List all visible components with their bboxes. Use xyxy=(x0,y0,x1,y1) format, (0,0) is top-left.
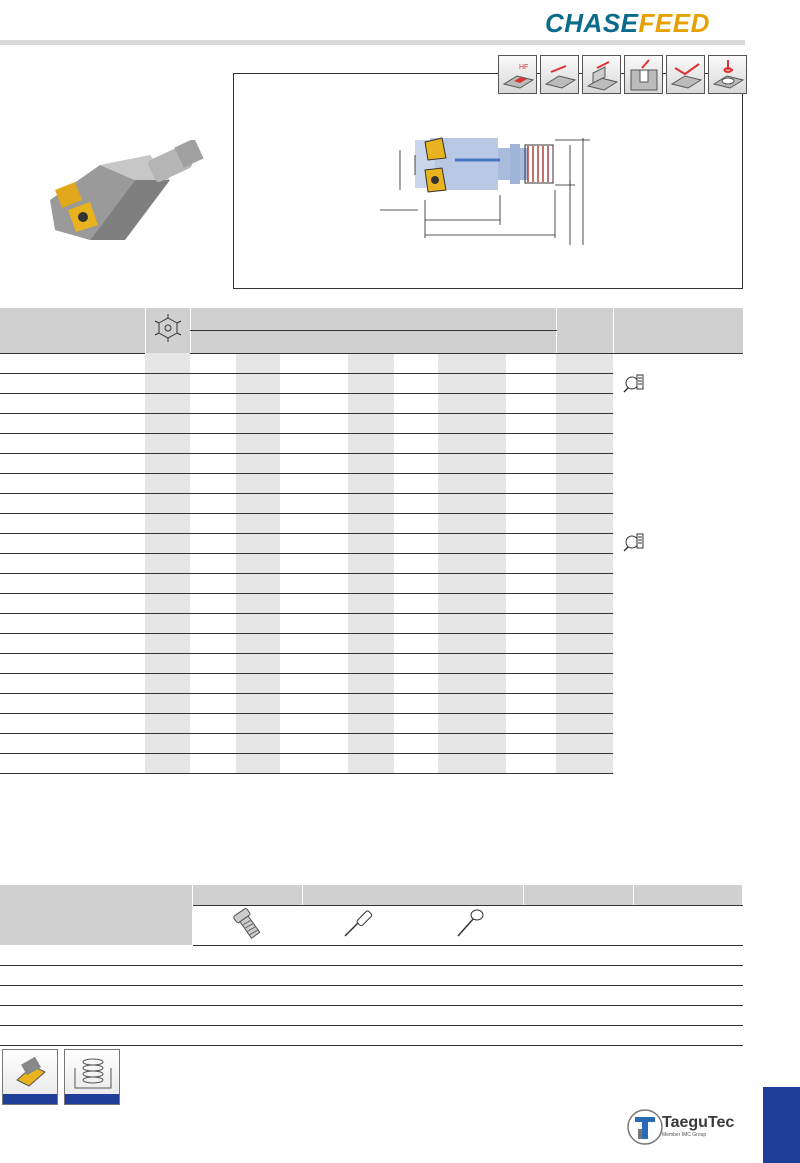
header-rule xyxy=(0,40,745,45)
cutter-specification-table xyxy=(0,308,743,774)
parts-header-row-1 xyxy=(0,885,743,905)
company-tagline: Member IMC Group xyxy=(662,1132,707,1138)
table-row xyxy=(0,513,743,533)
insert-reference-icon[interactable] xyxy=(2,1049,58,1105)
chasefeed-logo xyxy=(545,8,745,40)
face-milling-icon xyxy=(540,55,579,94)
t-key-icon xyxy=(448,906,488,940)
hf-face-milling-icon xyxy=(498,55,537,94)
company-name: TaeguTec xyxy=(662,1114,735,1131)
operation-icons xyxy=(498,55,747,95)
table-row xyxy=(0,353,743,373)
section-side-tab xyxy=(763,1087,800,1163)
insert-count-icon xyxy=(146,308,190,348)
parts-row xyxy=(0,985,743,1005)
spare-parts-table xyxy=(0,885,743,1046)
header-row-1 xyxy=(0,308,743,331)
brand-chase: CHASE xyxy=(545,8,639,38)
slotting-icon xyxy=(624,55,663,94)
brand-feed: FEED xyxy=(638,8,710,38)
product-photo xyxy=(40,140,210,245)
clamping-screw-icon xyxy=(227,906,267,940)
helical-interpolation-icon xyxy=(708,55,747,94)
parts-row xyxy=(0,945,743,965)
cutter-dimension-drawing xyxy=(370,130,600,250)
header-row-2 xyxy=(0,331,743,354)
magnifier-reference-icon xyxy=(623,372,645,394)
helical-drilling-icon[interactable] xyxy=(64,1049,120,1105)
ramping-icon xyxy=(666,55,705,94)
screwdriver-icon xyxy=(337,906,377,940)
parts-row xyxy=(0,1005,743,1025)
shoulder-milling-icon xyxy=(582,55,621,94)
magnifier-reference-icon xyxy=(623,531,645,553)
svg-text:HF: HF xyxy=(519,64,529,71)
parts-row xyxy=(0,1025,743,1045)
parts-row xyxy=(0,965,743,985)
